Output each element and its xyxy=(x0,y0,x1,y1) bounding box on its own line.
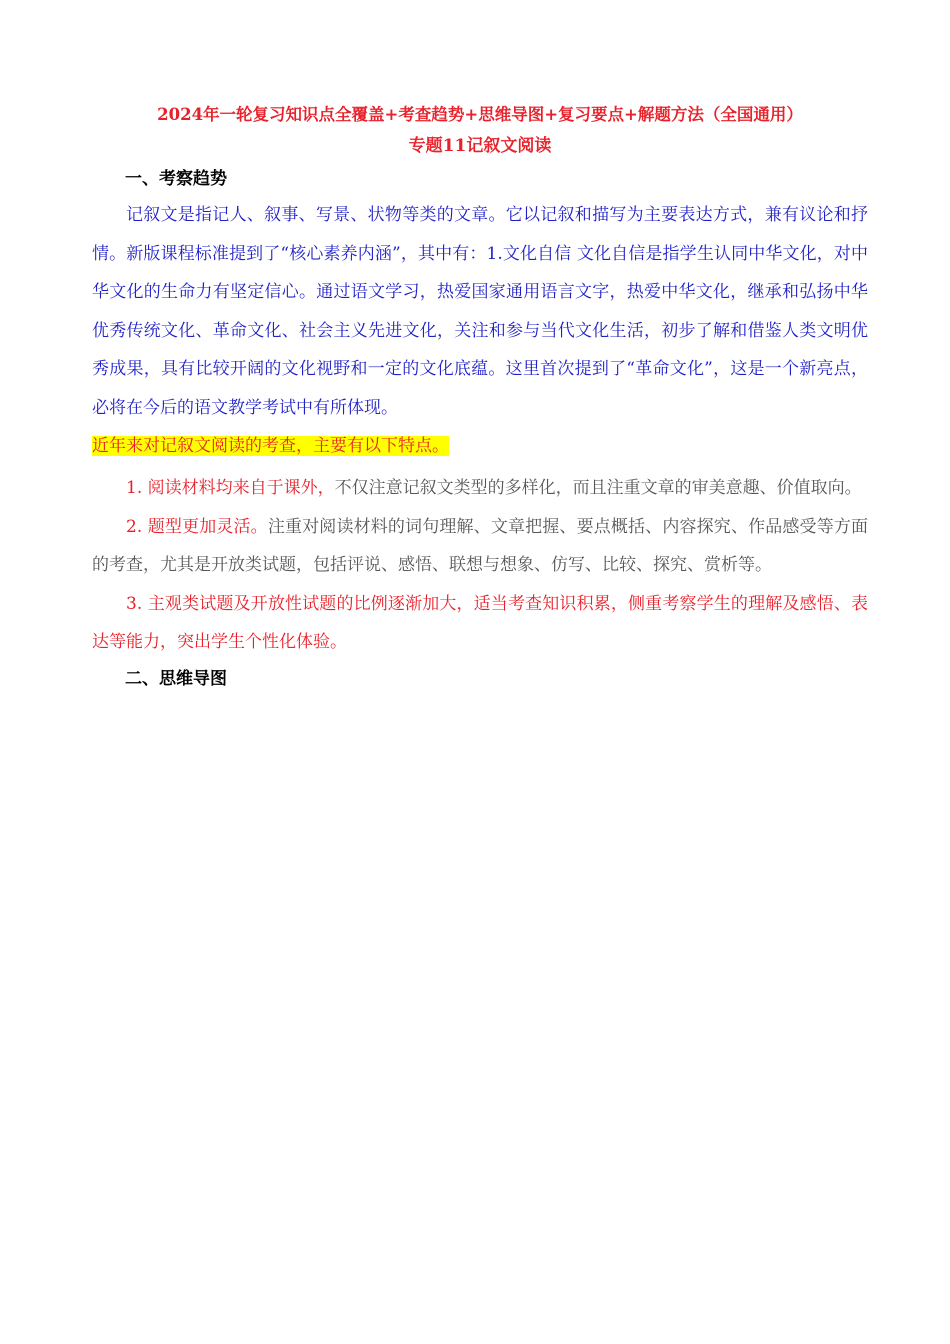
section-heading-trend: 一、考察趋势 xyxy=(125,169,227,189)
point-1-rest: 不仅注意记叙文类型的多样化，而且注重文章的审美意趣、价值取向。 xyxy=(334,478,862,498)
section-heading-mindmap: 二、思维导图 xyxy=(125,668,227,689)
intro-paragraph: 记叙文是指记人、叙事、写景、状物等类的文章。它以记叙和描写为主要表达方式，兼有议论和抒情。新版课程标准提到了“核心素养内涵”，其中有：1.文化自信 文化自信是指学生认同中华文化，对中华文化的生命力有坚定信心。通过语文学习，热爱国家通用语言文字，热爱中华文化，继承和弘扬中华优秀传统文化、革命文化、社会主义先进文化，关注和参与当代文化生活，初步了解和借鉴人类文明优秀成果，具有比较开阔的文化视野和一定的文化底蕴。这里首次提到了“革命文化”，这是一个新亮点，必将在今后的语文教学考试中有所体现。 xyxy=(92,205,868,418)
highlighted-text: 近年来对记叙文阅读的考查，主要有以下特点。 xyxy=(92,436,449,456)
point-2-rest: 注重对阅读材料的词句理解、文章把握、要点概括、内容探究、作品感受等方面的考查，尤其是开放类试题，包括评说、感悟、联想与想象、仿写、比较、探究、赏析等。 xyxy=(92,516,869,575)
point-2-lead: 2. 题型更加灵活。 xyxy=(126,516,268,537)
point-3 xyxy=(92,585,868,662)
point-2 xyxy=(92,508,868,585)
point-1-lead: 1. 阅读材料均来自于课外， xyxy=(126,478,335,498)
document-subtitle: 专题11记叙文阅读 xyxy=(408,136,552,156)
highlight-line xyxy=(92,427,868,465)
document-page xyxy=(92,100,868,696)
document-title: 2024年一轮复习知识点全覆盖+考查趋势+思维导图+复习要点+解题方法（全国通用） xyxy=(157,105,803,124)
point-3-lead: 3. 主观类试题及开放性试题的比例逐渐加大，适当考查知识积累，侧重考察学生的理解及感悟、表达等能力，突出学生个性化体验。 xyxy=(92,593,868,652)
point-1 xyxy=(92,469,868,508)
